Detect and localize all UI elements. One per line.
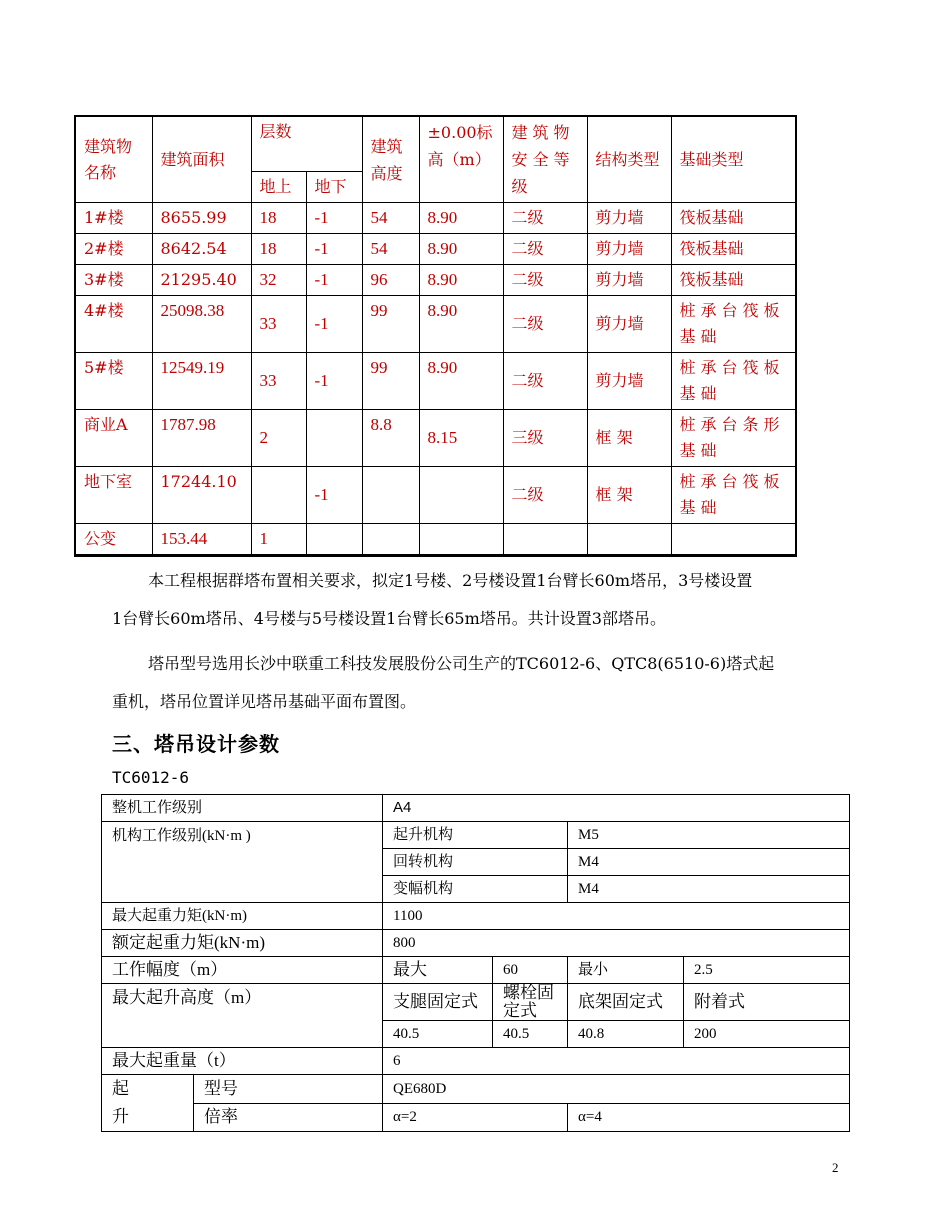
- ratio-label: 倍率: [194, 1103, 383, 1132]
- cell-below: [306, 524, 362, 556]
- max-load-label: 最大起重量（t）: [102, 1048, 383, 1075]
- lift-value: 40.5: [383, 1021, 493, 1048]
- mech-value: M4: [568, 849, 850, 876]
- cell-above: 1: [251, 524, 306, 556]
- cell-above: 18: [251, 234, 306, 265]
- cell-elev: 8.90: [419, 203, 503, 234]
- cell-area: 153.44: [152, 524, 251, 556]
- mech-class-label: 机构工作级别(kN·m ): [102, 822, 383, 903]
- max-moment-label: 最大起重力矩(kN·m): [102, 903, 383, 930]
- cell-elev: 8.15: [419, 410, 503, 467]
- cell-name: 2#楼: [75, 234, 152, 265]
- header-floors: 层数: [251, 116, 362, 171]
- header-floors-above: 地上: [251, 171, 306, 202]
- cell-safety: 二级: [503, 296, 587, 353]
- cell-elev: [419, 524, 503, 556]
- mech-name: 回转机构: [383, 849, 568, 876]
- table-row: [75, 234, 796, 265]
- mech-name: 变幅机构: [383, 876, 568, 903]
- cell-area: 8655.99: [152, 203, 251, 234]
- model-label: 型号: [194, 1075, 383, 1104]
- max-moment-value: 1100: [383, 903, 850, 930]
- paragraph-line: 本工程根据群塔布置相关要求，拟定1号楼、2号楼设置1台臂长60m塔吊，3号楼设置: [148, 571, 753, 590]
- cell-above: 32: [251, 265, 306, 296]
- cell-safety: 二级: [503, 265, 587, 296]
- lift-type: 附着式: [684, 984, 850, 1021]
- cell-height: 99: [362, 296, 419, 353]
- table-row: [75, 203, 796, 234]
- cell-height: 8.8: [362, 410, 419, 467]
- param-table: [101, 794, 850, 1132]
- paragraph-line: 重机，塔吊位置详见塔吊基础平面布置图。: [112, 692, 417, 711]
- rated-moment-label: 额定起重力矩(kN·m): [102, 930, 383, 957]
- cell-foundation: 桩承台条形基础: [671, 410, 796, 467]
- cell-name: 地下室: [75, 467, 152, 524]
- model-name: TC6012-6: [112, 768, 190, 787]
- cell-area: 17244.10: [152, 467, 251, 524]
- cell-height: [362, 524, 419, 556]
- cell-name: 4#楼: [75, 296, 152, 353]
- cell-safety: 二级: [503, 353, 587, 410]
- cell-height: 99: [362, 353, 419, 410]
- cell-height: 54: [362, 203, 419, 234]
- max-load-value: 6: [383, 1048, 850, 1075]
- cell-name: 公变: [75, 524, 152, 556]
- paragraph-tower-layout: [112, 558, 842, 642]
- hoist-label: [102, 1075, 194, 1132]
- cell-structure: 剪力墙: [587, 265, 671, 296]
- cell-height: 54: [362, 234, 419, 265]
- model-value: QE680D: [383, 1075, 850, 1104]
- cell-foundation: 桩承台筏板基础: [671, 467, 796, 524]
- lift-type: 底架固定式: [568, 984, 684, 1021]
- page-number: 2: [832, 1160, 839, 1175]
- cell-elev: 8.90: [419, 296, 503, 353]
- cell-safety: 二级: [503, 234, 587, 265]
- cell-height: [362, 467, 419, 524]
- paragraph-line: 1台臂长60m塔吊、4号楼与5号楼设置1台臂长65m塔吊。共计设置3部塔吊。: [112, 609, 666, 628]
- work-class-label: 整机工作级别: [102, 795, 383, 822]
- table-row: [75, 353, 796, 410]
- cell-name: 1#楼: [75, 203, 152, 234]
- cell-above: 33: [251, 296, 306, 353]
- range-label: 工作幅度（m）: [102, 957, 383, 984]
- table-row: [75, 265, 796, 296]
- cell-below: -1: [306, 265, 362, 296]
- building-table: [74, 115, 797, 557]
- cell-safety: 二级: [503, 203, 587, 234]
- cell-above: 18: [251, 203, 306, 234]
- cell-elev: 8.90: [419, 353, 503, 410]
- table-row: [75, 524, 796, 556]
- section-heading: 三、塔吊设计参数: [112, 732, 280, 756]
- cell-below: -1: [306, 467, 362, 524]
- ratio-value: α=4: [568, 1103, 850, 1132]
- rated-moment-value: 800: [383, 930, 850, 957]
- range-min-label: 最小: [568, 957, 684, 984]
- cell-above: 2: [251, 410, 306, 467]
- mech-value: M5: [568, 822, 850, 849]
- header-elevation: ±0.00标高（m）: [419, 116, 503, 203]
- cell-below: [306, 410, 362, 467]
- range-max-label: 最大: [383, 957, 493, 984]
- cell-elev: 8.90: [419, 265, 503, 296]
- header-floors-below: 地下: [306, 171, 362, 202]
- header-height: 建筑高度: [362, 116, 419, 203]
- cell-structure: 剪力墙: [587, 296, 671, 353]
- cell-structure: 框 架: [587, 467, 671, 524]
- lift-type: 支腿固定式: [383, 984, 493, 1021]
- cell-below: -1: [306, 234, 362, 265]
- cell-elev: 8.90: [419, 234, 503, 265]
- cell-foundation: 筏板基础: [671, 203, 796, 234]
- cell-area: 21295.40: [152, 265, 251, 296]
- cell-name: 3#楼: [75, 265, 152, 296]
- cell-foundation: 桩承台筏板基础: [671, 296, 796, 353]
- cell-structure: 剪力墙: [587, 353, 671, 410]
- cell-below: -1: [306, 296, 362, 353]
- cell-structure: 框 架: [587, 410, 671, 467]
- cell-name: 商业A: [75, 410, 152, 467]
- cell-safety: [503, 524, 587, 556]
- lift-type: 螺栓固定式: [493, 984, 568, 1021]
- header-area: 建筑面积: [152, 116, 251, 203]
- mech-value: M4: [568, 876, 850, 903]
- cell-foundation: [671, 524, 796, 556]
- cell-area: 1787.98: [152, 410, 251, 467]
- cell-below: -1: [306, 353, 362, 410]
- cell-foundation: 筏板基础: [671, 265, 796, 296]
- cell-structure: 剪力墙: [587, 234, 671, 265]
- ratio-value: α=2: [383, 1103, 568, 1132]
- cell-safety: 二级: [503, 467, 587, 524]
- cell-structure: [587, 524, 671, 556]
- cell-above: [251, 467, 306, 524]
- lift-value: 40.8: [568, 1021, 684, 1048]
- cell-safety: 三级: [503, 410, 587, 467]
- table-row: [75, 296, 796, 353]
- header-foundation: 基础类型: [671, 116, 796, 203]
- range-min-value: 2.5: [684, 957, 850, 984]
- cell-name: 5#楼: [75, 353, 152, 410]
- cell-below: -1: [306, 203, 362, 234]
- table-row: [75, 467, 796, 524]
- cell-foundation: 桩承台筏板基础: [671, 353, 796, 410]
- cell-foundation: 筏板基础: [671, 234, 796, 265]
- range-max-value: 60: [493, 957, 568, 984]
- header-name: 建筑物名称: [75, 116, 152, 203]
- paragraph-tower-model: [112, 641, 842, 725]
- lift-value: 40.5: [493, 1021, 568, 1048]
- lift-value: 200: [684, 1021, 850, 1048]
- cell-elev: [419, 467, 503, 524]
- paragraph-line: 塔吊型号选用长沙中联重工科技发展股份公司生产的TC6012-6、QTC8(6510-6)塔式起: [148, 654, 775, 673]
- cell-area: 8642.54: [152, 234, 251, 265]
- cell-area: 25098.38: [152, 296, 251, 353]
- mech-name: 起升机构: [383, 822, 568, 849]
- cell-area: 12549.19: [152, 353, 251, 410]
- header-safety: 建筑物安全等级: [503, 116, 587, 203]
- header-structure: 结构类型: [587, 116, 671, 203]
- hoist-label-text: 起升: [112, 1079, 129, 1126]
- table-row: [75, 410, 796, 467]
- cell-height: 96: [362, 265, 419, 296]
- work-class-value: A4: [383, 795, 850, 822]
- lift-height-label: 最大起升高度（m）: [102, 984, 383, 1048]
- cell-structure: 剪力墙: [587, 203, 671, 234]
- cell-above: 33: [251, 353, 306, 410]
